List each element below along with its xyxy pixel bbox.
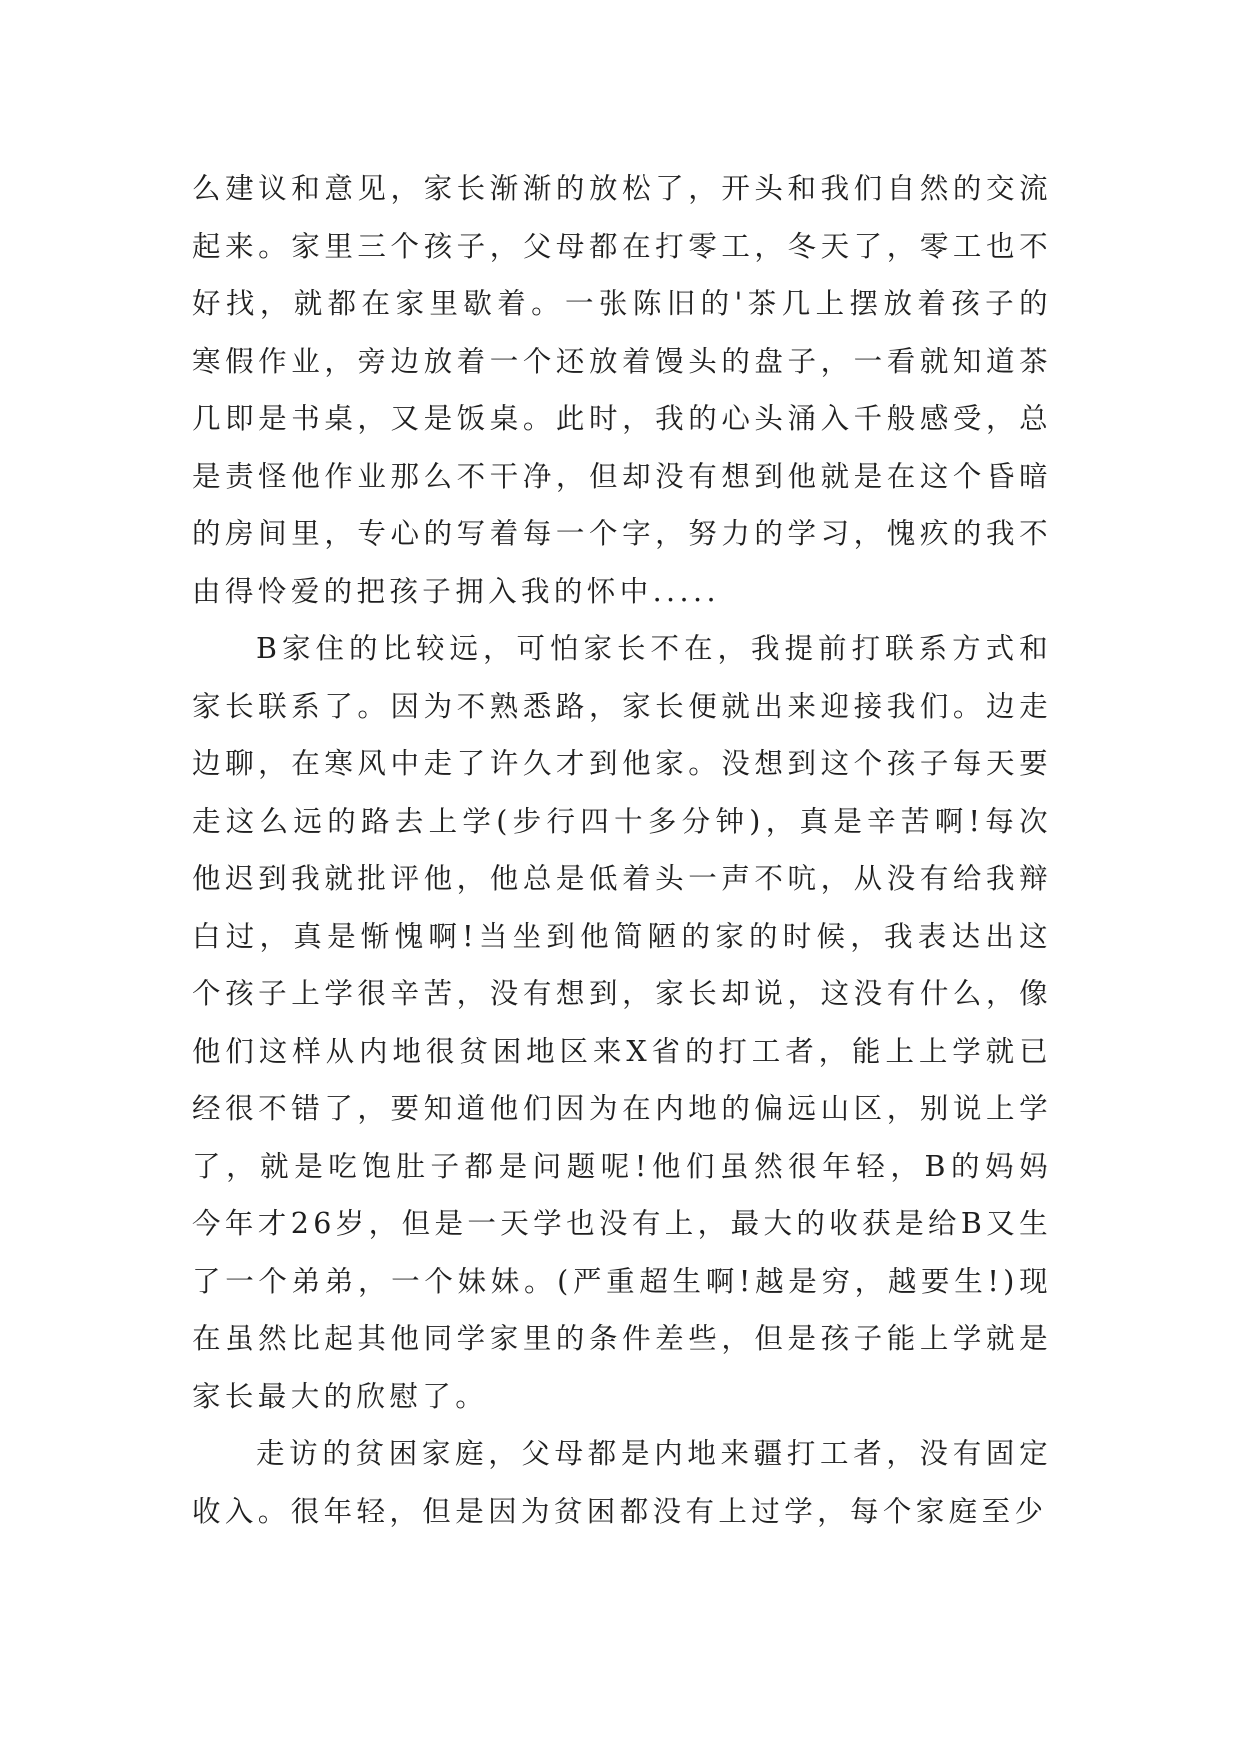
paragraph-home-visit-continued: 么建议和意见，家长渐渐的放松了，开头和我们自然的交流起来。家里三个孩子，父母都在打零工，冬天了，零工也不好找，就都在家里歇着。一张陈旧的'茶几上摆放着孩子的寒假作业，旁边放着一个还放着馒头的盘子，一看就知道茶几即是书桌，又是饭桌。此时，我的心头涌入千般感受，总是责怪他作业那么不干净，但却没有想到他就是在这个昏暗的房间里，专心的写着每一个字，努力的学习，愧疚的我不由得怜爱的把孩子拥入我的怀中.....	[192, 172, 1052, 608]
document-body	[192, 160, 1052, 1540]
paragraph-poor-families-summary: 走访的贫困家庭，父母都是内地来疆打工者，没有固定收入。很年轻，但是因为贫困都没有上过学，每个家庭至少	[192, 1437, 1052, 1528]
paragraph-student-b-visit: B家住的比较远，可怕家长不在，我提前打联系方式和家长联系了。因为不熟悉路，家长便就出来迎接我们。边走边聊，在寒风中走了许久才到他家。没想到这个孩子每天要走这么远的路去上学(步行四十多分钟)，真是辛苦啊!每次他迟到我就批评他，他总是低着头一声不吭，从没有给我辩白过，真是惭愧啊!当坐到他简陋的家的时候，我表达出这个孩子上学很辛苦，没有想到，家长却说，这没有什么，像他们这样从内地很贫困地区来X省的打工者，能上上学就已经很不错了，要知道他们因为在内地的偏远山区，别说上学了，就是吃饱肚子都是问题呢!他们虽然很年轻，B的妈妈今年才26岁，但是一天学也没有上，最大的收获是给B又生了一个弟弟，一个妹妹。(严重超生啊!越是穷，越要生!)现在虽然比起其他同学家里的条件差些，但是孩子能上学就是家长最大的欣慰了。	[192, 632, 1053, 1413]
